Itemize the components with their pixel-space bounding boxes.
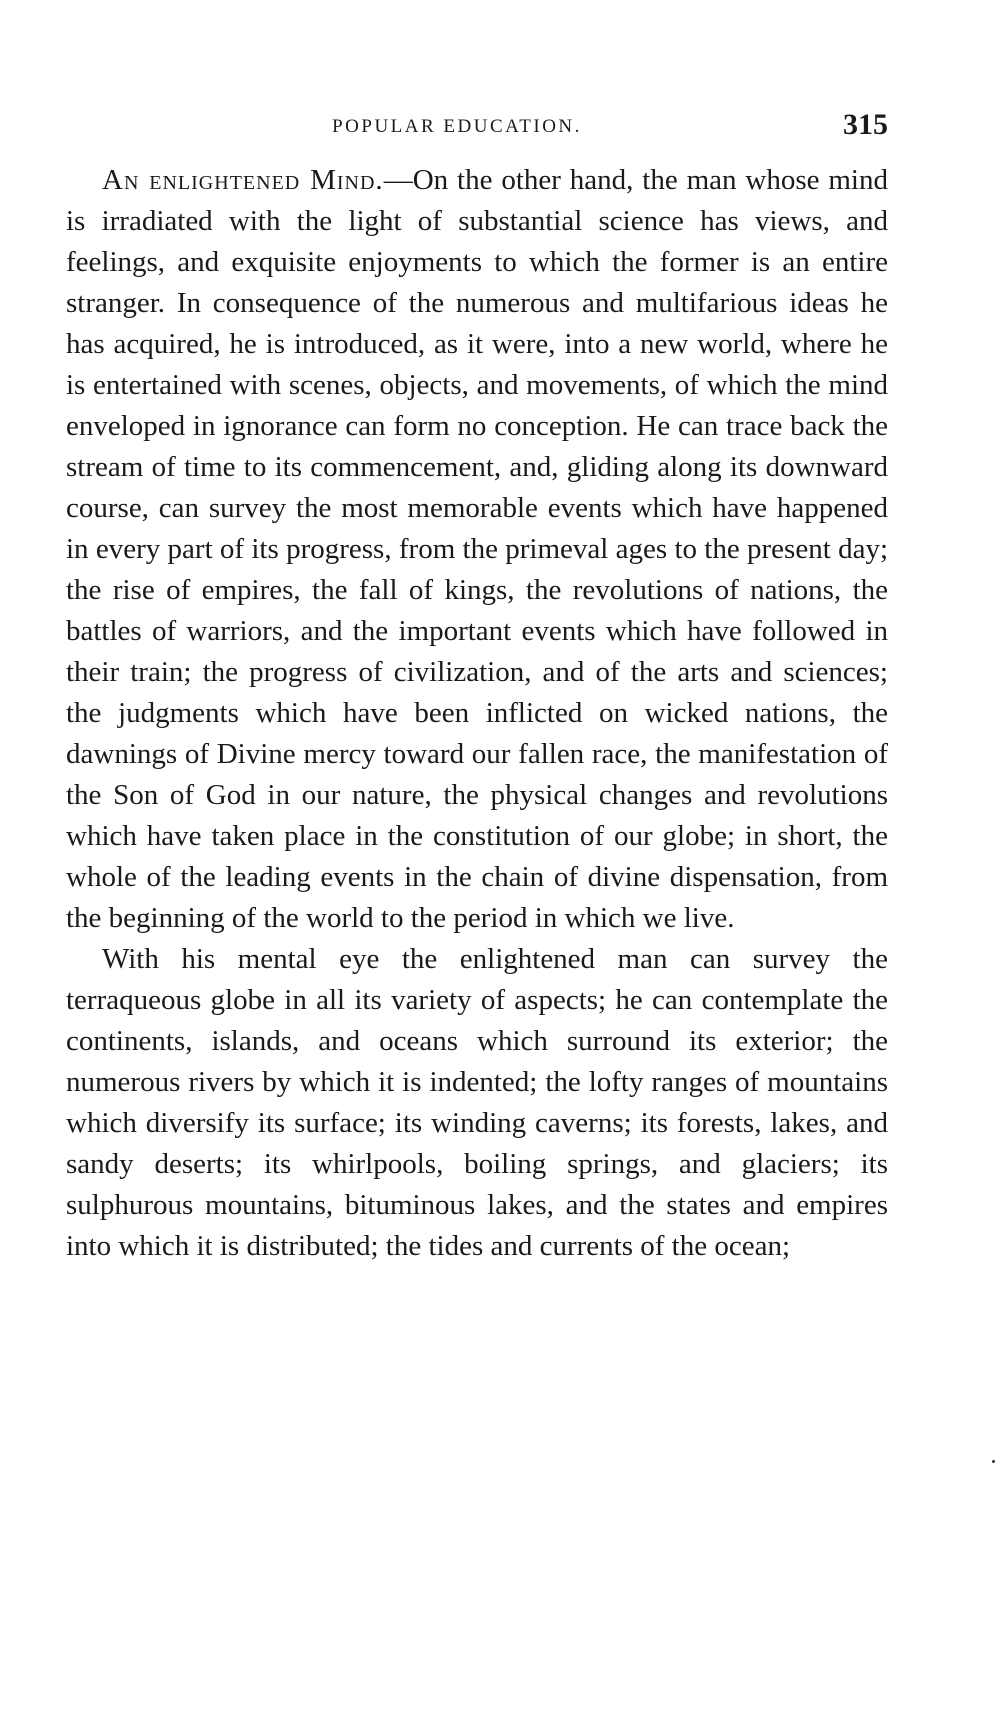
page-number: 315 <box>843 108 888 141</box>
running-head <box>66 108 888 148</box>
section-heading: An enlightened Mind. <box>102 164 384 196</box>
running-title: POPULAR EDUCATION. <box>332 116 582 137</box>
scan-speck <box>992 1460 995 1463</box>
paragraph-2-text: With his mental eye the enlightened man can survey the terraqueous globe in all its variety of aspects; he can contemplate the continents, islands, and oceans which surround its exterior; the numerous rivers by which it is indented; the lofty ranges of mountains which diversify its surface; its winding caverns; its forests, lakes, and sandy deserts; its whirlpools, boiling springs, and glaciers; its sulphurous mountains, bituminous lakes, and the states and empires into which it is distributed; the tides and currents of the ocean; <box>66 943 888 1262</box>
paragraph-mental-eye <box>66 939 888 1267</box>
paragraph-1-text: —On the other hand, the man whose mind is irradiated with the light of substantial science has views, and feelings, and exquisite enjoyments to which the former is an entire stranger. In consequence of the numerous and multifarious ideas he has acquired, he is introduced, as it were, into a new world, where he is entertained with scenes, objects, and movements, of which the mind enveloped in ignorance can form no conception. He can trace back the stream of time to its commencement, and, gliding along its downward course, can survey the most memorable events which have happened in every part of its progress, from the primeval ages to the present day; the rise of empires, the fall of kings, the revolutions of nations, the battles of warriors, and the important events which have followed in their train; the progress of civilization, and of the arts and sciences; the judgments which have been inflicted on wicked nations, the dawnings of Divine mercy toward our fallen race, the manifestation of the Son of God in our nature, the physical changes and revolutions which have taken place in the constitution of our globe; in short, the whole of the leading events in the chain of divine dispensation, from the beginning of the world to the period in which we live. <box>66 164 888 934</box>
body-text <box>66 160 888 1267</box>
paragraph-enlightened-mind <box>66 160 888 939</box>
